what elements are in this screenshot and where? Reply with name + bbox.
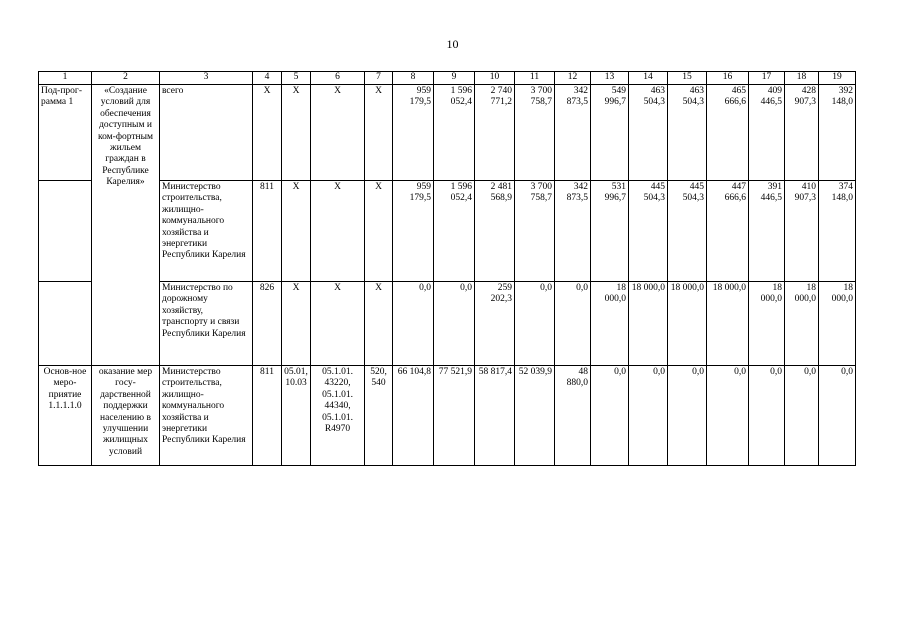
budget-table — [38, 71, 856, 466]
cell: 811 — [253, 366, 282, 466]
column-header: 4 — [253, 72, 282, 85]
column-header: 15 — [668, 72, 707, 85]
cell: Х — [311, 85, 365, 181]
column-header: 9 — [434, 72, 475, 85]
cell-value: 0,0 — [707, 366, 749, 466]
cell-value: 0,0 — [819, 366, 856, 466]
cell-value: 18 000,0 — [749, 282, 785, 366]
cell-value: 1 596 052,4 — [434, 181, 475, 282]
cell: 05.01, 10.03 — [282, 366, 311, 466]
cell-value: 18 000,0 — [819, 282, 856, 366]
cell-value: 18 000,0 — [591, 282, 629, 366]
column-number-row — [39, 72, 856, 85]
measure-title: оказание мер госу-дарственной поддержки населению в улучшении жилищных условий — [92, 366, 160, 466]
cell-value: 0,0 — [515, 282, 555, 366]
column-header: 2 — [92, 72, 160, 85]
cell-value: 0,0 — [629, 366, 668, 466]
column-header: 17 — [749, 72, 785, 85]
cell-value: 0,0 — [749, 366, 785, 466]
cell-value: 18 000,0 — [668, 282, 707, 366]
cell-value: 2 740 771,2 — [475, 85, 515, 181]
cell-value: 463 504,3 — [668, 85, 707, 181]
cell: Х — [311, 282, 365, 366]
column-header: 7 — [365, 72, 393, 85]
column-header: 11 — [515, 72, 555, 85]
cell-value: 18 000,0 — [707, 282, 749, 366]
cell: Х — [365, 85, 393, 181]
cell-value: 58 817,4 — [475, 366, 515, 466]
cell-value: 1 596 052,4 — [434, 85, 475, 181]
executor: всего — [160, 85, 253, 181]
cell: 05.1.01. 43220, 05.1.01. 44340, 05.1.01. R4970 — [311, 366, 365, 466]
cell-value: 18 000,0 — [785, 282, 819, 366]
column-header: 10 — [475, 72, 515, 85]
column-header: 5 — [282, 72, 311, 85]
cell-value: 0,0 — [555, 282, 591, 366]
cell: Х — [282, 85, 311, 181]
cell: Х — [365, 282, 393, 366]
cell-value: 445 504,3 — [629, 181, 668, 282]
column-header: 13 — [591, 72, 629, 85]
cell-value: 0,0 — [434, 282, 475, 366]
program-code: Под-прог-рамма 1 — [39, 85, 92, 181]
cell-value: 0,0 — [591, 366, 629, 466]
cell-value: 259 202,3 — [475, 282, 515, 366]
cell-value: 342 873,5 — [555, 181, 591, 282]
cell-value: 445 504,3 — [668, 181, 707, 282]
cell-value: 392 148,0 — [819, 85, 856, 181]
table-row — [39, 366, 856, 466]
cell — [39, 282, 92, 366]
cell — [39, 181, 92, 282]
cell-value: 77 521,9 — [434, 366, 475, 466]
cell: 520, 540 — [365, 366, 393, 466]
cell-value: 66 104,8 — [393, 366, 434, 466]
column-header: 6 — [311, 72, 365, 85]
table-row — [39, 282, 856, 366]
measure-code: Основ-ное меро-приятие 1.1.1.1.0 — [39, 366, 92, 466]
cell-value: 52 039,9 — [515, 366, 555, 466]
cell: Х — [311, 181, 365, 282]
cell-value: 342 873,5 — [555, 85, 591, 181]
column-header: 8 — [393, 72, 434, 85]
column-header: 16 — [707, 72, 749, 85]
cell-value: 428 907,3 — [785, 85, 819, 181]
cell-value: 391 446,5 — [749, 181, 785, 282]
cell-value: 409 446,5 — [749, 85, 785, 181]
cell-value: 0,0 — [785, 366, 819, 466]
table-row — [39, 181, 856, 282]
column-header: 14 — [629, 72, 668, 85]
cell: 811 — [253, 181, 282, 282]
cell: Х — [282, 181, 311, 282]
cell-value: 3 700 758,7 — [515, 181, 555, 282]
cell-value: 0,0 — [668, 366, 707, 466]
cell-value: 2 481 568,9 — [475, 181, 515, 282]
column-header: 1 — [39, 72, 92, 85]
program-title: «Создание условий для обеспечения доступным и ком-фортным жильем граждан в Республике Карелия» — [92, 85, 160, 366]
executor: Министерство строительства, жилищно-коммунального хозяйства и энергетики Республики Карелия — [160, 181, 253, 282]
cell: 826 — [253, 282, 282, 366]
cell-value: 3 700 758,7 — [515, 85, 555, 181]
cell-value: 959 179,5 — [393, 181, 434, 282]
cell-value: 48 880,0 — [555, 366, 591, 466]
cell-value: 959 179,5 — [393, 85, 434, 181]
cell-value: 410 907,3 — [785, 181, 819, 282]
column-header: 19 — [819, 72, 856, 85]
column-header: 18 — [785, 72, 819, 85]
column-header: 3 — [160, 72, 253, 85]
executor: Министерство строительства, жилищно-коммунального хозяйства и энергетики Республики Карелия — [160, 366, 253, 466]
cell-value: 549 996,7 — [591, 85, 629, 181]
page-number: 10 — [446, 37, 459, 51]
table-row — [39, 85, 856, 181]
cell: Х — [365, 181, 393, 282]
cell-value: 374 148,0 — [819, 181, 856, 282]
cell: Х — [282, 282, 311, 366]
cell-value: 447 666,6 — [707, 181, 749, 282]
column-header: 12 — [555, 72, 591, 85]
executor: Министерство по дорожному хозяйству, транспорту и связи Республики Карелия — [160, 282, 253, 366]
cell-value: 463 504,3 — [629, 85, 668, 181]
cell-value: 465 666,6 — [707, 85, 749, 181]
cell-value: 0,0 — [393, 282, 434, 366]
cell-value: 18 000,0 — [629, 282, 668, 366]
cell-value: 531 996,7 — [591, 181, 629, 282]
cell: Х — [253, 85, 282, 181]
